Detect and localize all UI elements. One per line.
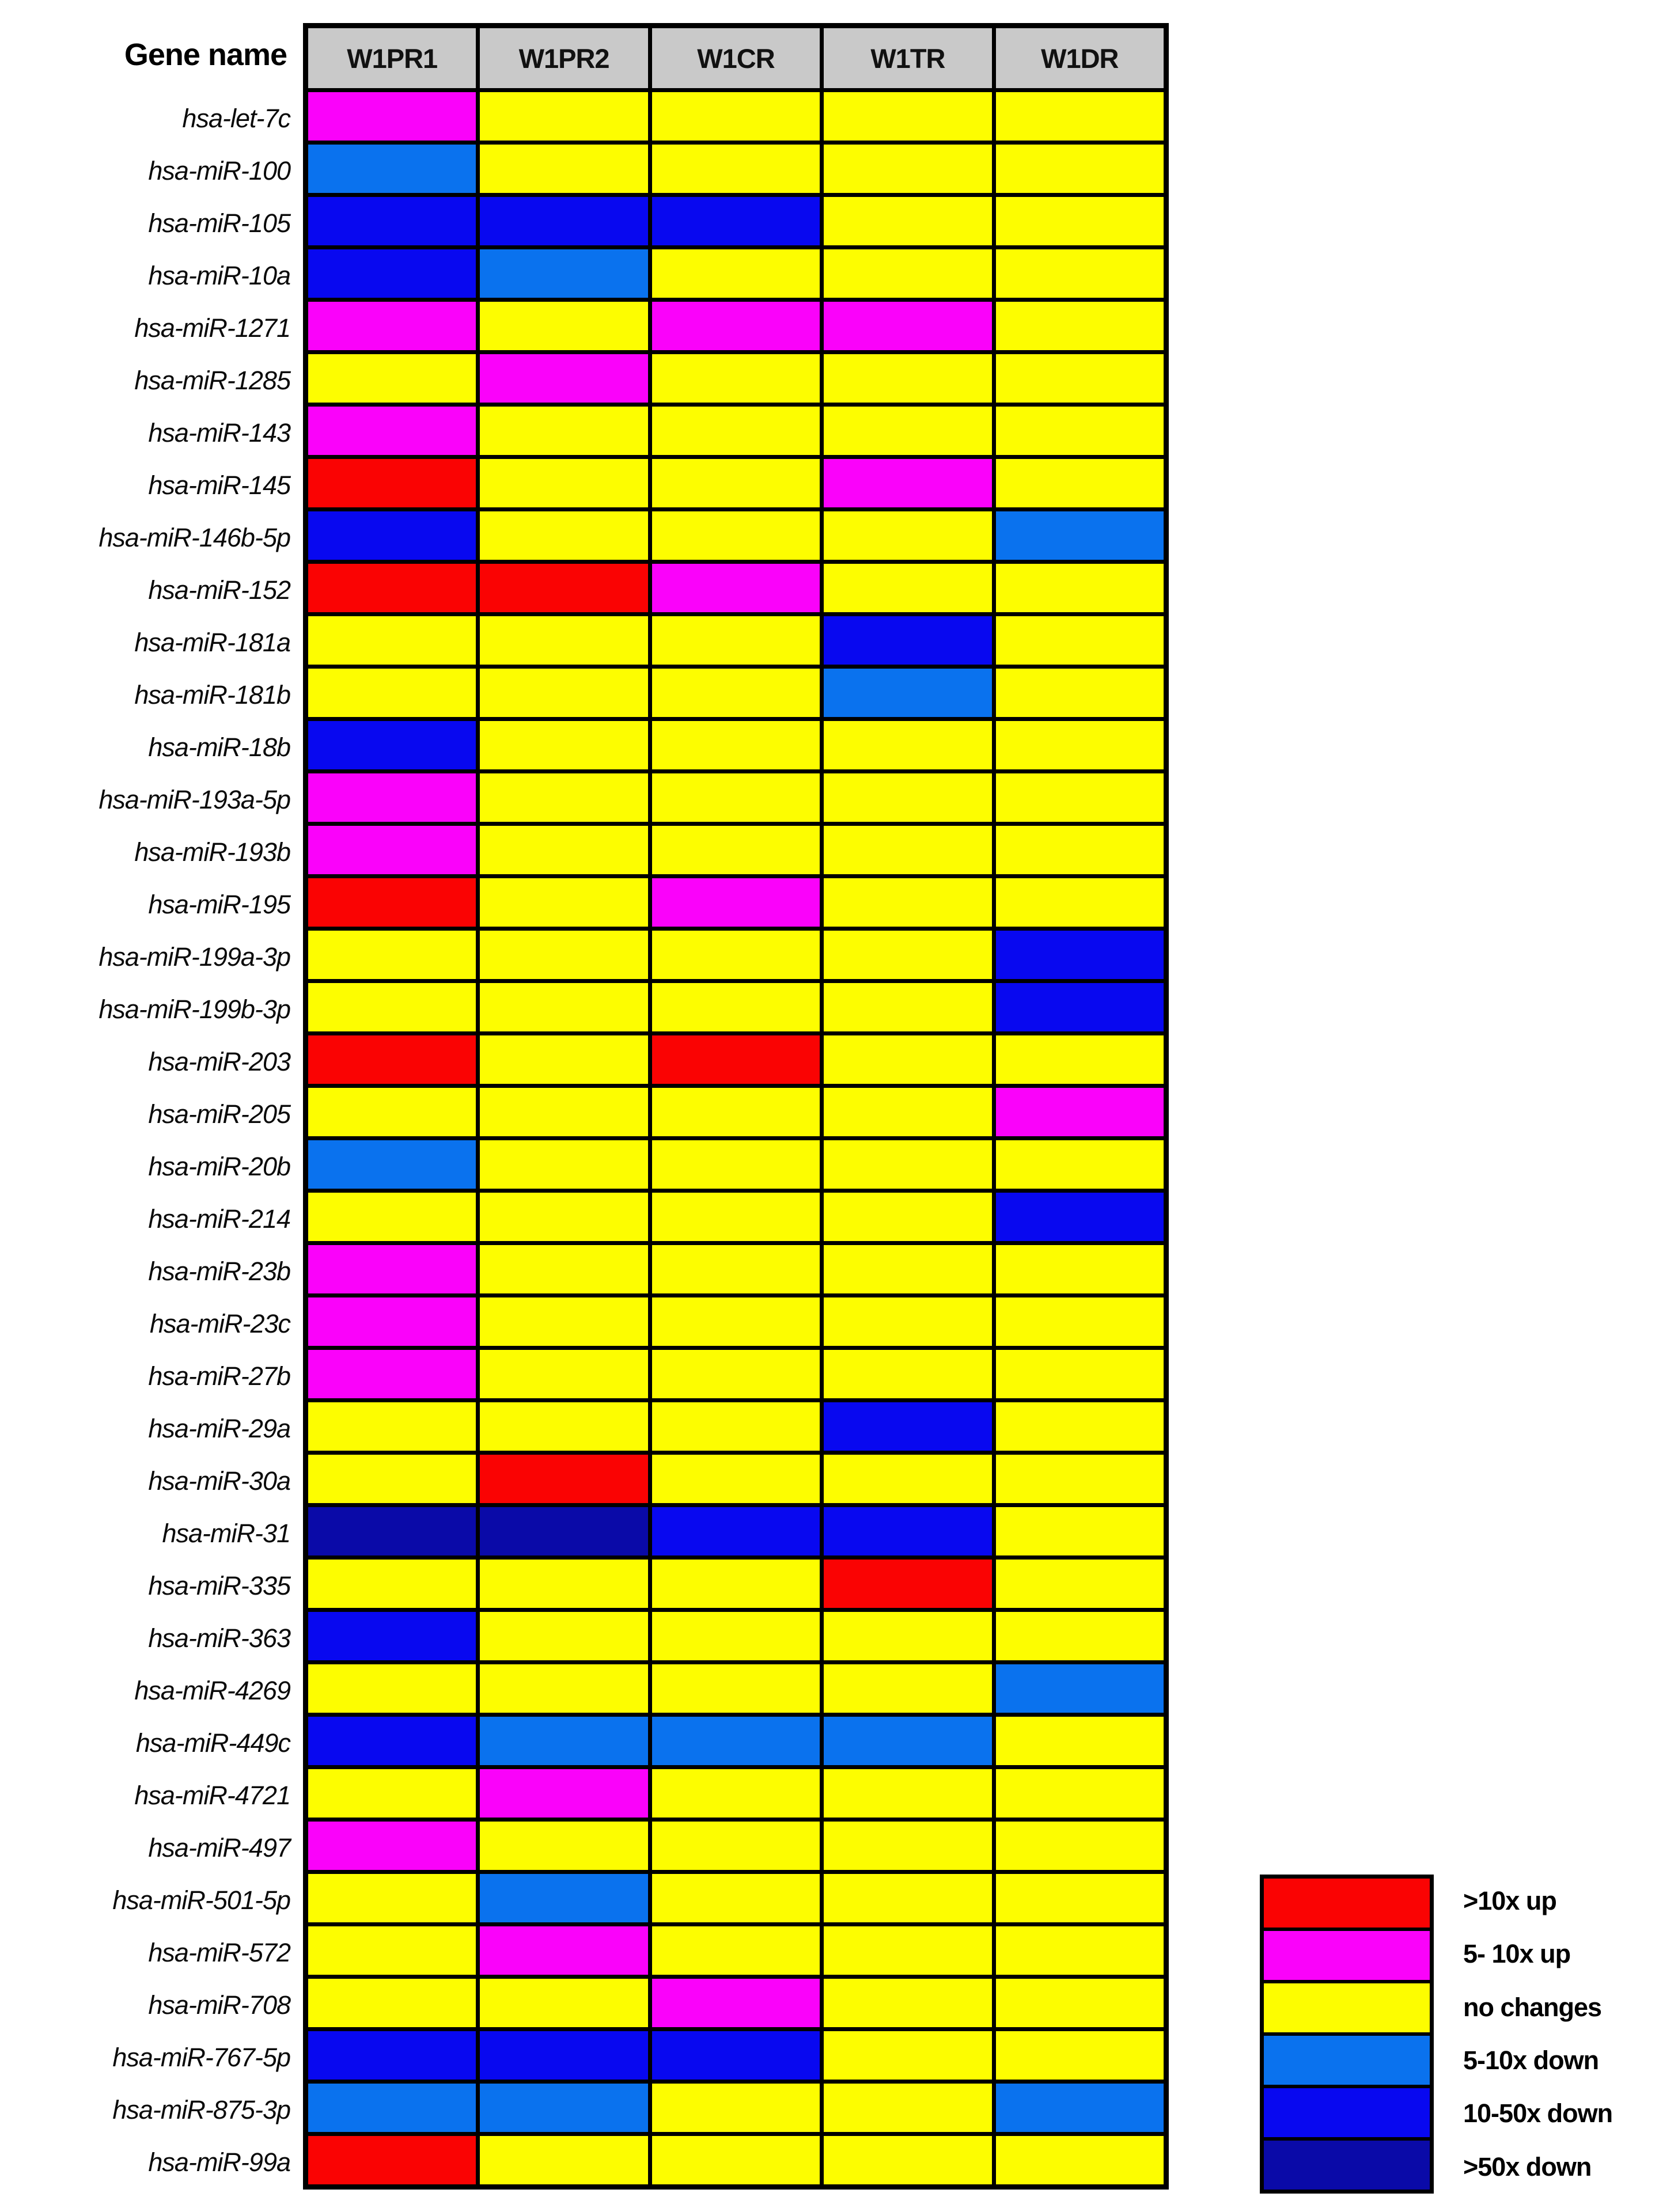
legend-label: >50x down [1463,2152,1592,2181]
legend-swatch [1264,2088,1430,2137]
heatmap-cell [652,2031,820,2080]
heatmap-cell [308,249,476,298]
heatmap-cell [652,1455,820,1503]
heatmap-cell [824,1140,991,1189]
gene-label: hsa-miR-193a-5p [99,785,290,814]
heatmap-cell [308,564,476,612]
heatmap-cell [824,1088,991,1136]
heatmap-cell [824,773,991,822]
gene-label: hsa-miR-708 [148,1990,290,2020]
heatmap-cell [308,1507,476,1555]
heatmap-cell [996,1507,1164,1555]
heatmap-cell [652,931,820,979]
heatmap-cell [824,302,991,350]
heatmap-cell [824,669,991,717]
legend-label: 5-10x down [1463,2046,1599,2076]
gene-label: hsa-miR-875-3p [112,2095,290,2124]
heatmap-cell [652,1402,820,1451]
gene-label: hsa-miR-10a [148,261,290,290]
heatmap-cell [480,878,647,927]
heatmap-cell [308,1088,476,1136]
gene-label: hsa-miR-105 [148,208,290,238]
heatmap-cell [308,1874,476,1922]
heatmap-cell [480,931,647,979]
heatmap-cell [480,1350,647,1398]
heatmap-cell [996,1664,1164,1713]
heatmap-cell [308,1612,476,1660]
heatmap-cell [308,1245,476,1293]
gene-label: hsa-miR-449c [135,1728,290,1758]
heatmap-cell [480,197,647,245]
heatmap-cell [308,407,476,455]
heatmap-cell [824,983,991,1031]
heatmap-cell [308,1140,476,1189]
heatmap-cell [480,92,647,141]
heatmap-cell [996,407,1164,455]
gene-label: hsa-miR-501-5p [112,1885,290,1915]
gene-label: hsa-miR-193b [134,837,290,867]
heatmap-cell [996,931,1164,979]
heatmap-cell [824,1350,991,1398]
heatmap-cell [308,302,476,350]
heatmap-cell [652,1560,820,1608]
heatmap-cell [480,1926,647,1975]
heatmap-cell [996,302,1164,350]
heatmap-cell [996,1350,1164,1398]
heatmap-cell [308,1560,476,1608]
gene-label: hsa-miR-146b-5p [99,523,290,552]
heatmap-cell [996,983,1164,1031]
heatmap-cell [824,511,991,560]
heatmap-cell [824,1455,991,1503]
legend-swatch [1264,1931,1430,1980]
legend-label: >10x up [1463,1886,1556,1916]
heatmap-cell [996,1297,1164,1346]
heatmap-cell [652,145,820,193]
heatmap-cell [996,1140,1164,1189]
heatmap-cell [652,1979,820,2027]
heatmap-cell [996,145,1164,193]
heatmap-cell [480,826,647,874]
column-header: W1CR [652,28,820,88]
gene-label: hsa-miR-20b [148,1152,290,1181]
heatmap-cell [824,931,991,979]
gene-label: hsa-miR-195 [148,890,290,919]
heatmap-cell [824,2084,991,2132]
heatmap-cell [824,1769,991,1818]
heatmap-cell [652,1717,820,1765]
heatmap-cell [652,1664,820,1713]
heatmap-cell [996,511,1164,560]
heatmap-cell [308,773,476,822]
heatmap-cell [824,1612,991,1660]
heatmap-table [303,23,1169,2190]
gene-label: hsa-miR-31 [162,1519,290,1548]
gene-label: hsa-miR-199b-3p [99,995,290,1024]
heatmap-cell [480,459,647,507]
heatmap-cell [480,145,647,193]
gene-label: hsa-miR-29a [148,1414,290,1443]
heatmap-cell [480,1455,647,1503]
heatmap-cell [308,197,476,245]
heatmap-cell [652,1297,820,1346]
heatmap-cell [480,1612,647,1660]
heatmap-cell [824,1717,991,1765]
heatmap-cell [308,1455,476,1503]
heatmap-cell [652,826,820,874]
heatmap-cell [824,616,991,665]
gene-label: hsa-miR-199a-3p [99,942,290,972]
heatmap-cell [996,1874,1164,1922]
heatmap-cell [308,2136,476,2184]
heatmap-cell [824,1979,991,2027]
heatmap-cell [824,1822,991,1870]
gene-label: hsa-miR-181a [134,628,290,657]
heatmap-cell [308,1350,476,1398]
gene-label: hsa-miR-23c [149,1309,290,1338]
heatmap-cell [996,1822,1164,1870]
heatmap-cell [308,931,476,979]
legend-label-column [1463,1875,1676,2194]
heatmap-cell [652,564,820,612]
heatmap-cell [308,669,476,717]
heatmap-cell [824,249,991,298]
heatmap-cell [652,1874,820,1922]
heatmap-cell [480,1297,647,1346]
heatmap-cell [824,92,991,141]
heatmap-cell [480,407,647,455]
heatmap-cell [308,1035,476,1084]
heatmap-cell [480,511,647,560]
heatmap-cell [480,1717,647,1765]
heatmap-cell [480,1769,647,1818]
heatmap-cell [480,1979,647,2027]
gene-label: hsa-miR-23b [148,1257,290,1286]
column-header: W1PR2 [480,28,647,88]
heatmap-cell [480,1088,647,1136]
heatmap-cell [308,983,476,1031]
heatmap-cell [996,354,1164,403]
gene-label: hsa-miR-1271 [134,313,290,343]
heatmap-cell [480,1402,647,1451]
heatmap-cell [652,983,820,1031]
heatmap-cell [480,1035,647,1084]
heatmap-cell [480,1193,647,1241]
heatmap-cell [824,459,991,507]
heatmap-cell [652,616,820,665]
heatmap-cell [824,1926,991,1975]
heatmap-cell [308,92,476,141]
gene-label: hsa-miR-497 [148,1833,290,1862]
heatmap-cell [996,1402,1164,1451]
legend-swatch-column [1260,1875,1434,2194]
legend-swatch [1264,2036,1430,2085]
heatmap-cell [824,1245,991,1293]
heatmap-cell [824,1507,991,1555]
heatmap-cell [308,1664,476,1713]
heatmap-cell [996,616,1164,665]
heatmap-cell [308,878,476,927]
heatmap-cell [824,2136,991,2184]
heatmap-cell [308,826,476,874]
gene-label: hsa-miR-4721 [134,1781,290,1810]
heatmap-cell [996,92,1164,141]
heatmap-cell [652,354,820,403]
heatmap-cell [824,407,991,455]
heatmap-cell [652,773,820,822]
heatmap-cell [480,1664,647,1713]
legend-label: no changes [1463,1992,1602,2022]
heatmap-cell [308,511,476,560]
heatmap-cell [480,354,647,403]
heatmap-cell [996,2136,1164,2184]
heatmap-cell [308,721,476,769]
heatmap-cell [652,878,820,927]
gene-label: hsa-miR-572 [148,1938,290,1967]
gene-label: hsa-miR-100 [148,156,290,185]
heatmap-cell [824,354,991,403]
heatmap-cell [996,1193,1164,1241]
gene-label: hsa-miR-767-5p [112,2043,290,2072]
gene-label: hsa-miR-143 [148,418,290,447]
heatmap-cell [480,2031,647,2080]
heatmap-cell [824,826,991,874]
legend-swatch [1264,1879,1430,1928]
heatmap-cell [480,249,647,298]
heatmap-cell [480,302,647,350]
heatmap-cell [652,302,820,350]
heatmap-cell [996,1245,1164,1293]
heatmap-cell [996,1717,1164,1765]
heatmap-cell [996,459,1164,507]
heatmap-cell [824,1402,991,1451]
heatmap-cell [652,669,820,717]
heatmap-cell [652,1140,820,1189]
column-header: W1TR [824,28,991,88]
heatmap-cell [652,1507,820,1555]
heatmap-cell [824,1193,991,1241]
heatmap-cell [996,773,1164,822]
gene-label: hsa-miR-1285 [134,366,290,395]
gene-label: hsa-miR-18b [148,733,290,762]
heatmap-cell [652,1088,820,1136]
heatmap-cell [824,197,991,245]
heatmap-cell [996,197,1164,245]
heatmap-cell [996,564,1164,612]
gene-label: hsa-miR-27b [148,1361,290,1391]
heatmap-cell [996,1769,1164,1818]
heatmap-cell [480,669,647,717]
heatmap-cell [824,564,991,612]
heatmap-cell [308,1297,476,1346]
heatmap-cell [824,1297,991,1346]
heatmap-cell [652,1350,820,1398]
heatmap-cell [996,669,1164,717]
legend-label: 10-50x down [1463,2099,1613,2128]
heatmap-cell [480,1245,647,1293]
heatmap-cell [824,145,991,193]
heatmap-cell [308,1979,476,2027]
heatmap-cell [480,721,647,769]
heatmap-cell [996,1455,1164,1503]
gene-label: hsa-let-7c [182,104,290,133]
gene-label: hsa-miR-4269 [134,1676,290,1705]
heatmap-cell [308,145,476,193]
column-header: W1DR [996,28,1164,88]
gene-label: hsa-miR-181b [134,680,290,709]
heatmap-cell [996,1979,1164,2027]
gene-label: hsa-miR-145 [148,471,290,500]
gene-name-column [0,92,290,2188]
heatmap-cell [480,2084,647,2132]
heatmap-cell [996,1088,1164,1136]
gene-label: hsa-miR-152 [148,575,290,605]
heatmap-cell [652,1612,820,1660]
heatmap-cell [652,1926,820,1975]
heatmap-cell [308,616,476,665]
heatmap-cell [824,2031,991,2080]
legend-label: 5- 10x up [1463,1939,1571,1969]
heatmap-cell [996,721,1164,769]
heatmap-cell [308,1717,476,1765]
heatmap-cell [824,1560,991,1608]
heatmap-cell [996,249,1164,298]
gene-label: hsa-miR-214 [148,1204,290,1234]
gene-label: hsa-miR-30a [148,1466,290,1496]
heatmap-cell [480,983,647,1031]
heatmap-cell [308,2031,476,2080]
heatmap-cell [996,1560,1164,1608]
heatmap-cell [308,1402,476,1451]
gene-label: hsa-miR-203 [148,1047,290,1076]
heatmap-cell [824,721,991,769]
heatmap-cell [652,1822,820,1870]
heatmap-cell [480,773,647,822]
heatmap-cell [308,354,476,403]
heatmap-cell [996,2084,1164,2132]
heatmap-cell [480,1140,647,1189]
heatmap-cell [652,407,820,455]
heatmap-cell [652,1769,820,1818]
gene-label: hsa-miR-99a [148,2148,290,2177]
heatmap-cell [996,1926,1164,1975]
heatmap-cell [308,1822,476,1870]
legend-swatch [1264,1983,1430,2032]
heatmap-cell [652,721,820,769]
heatmap-cell [652,1035,820,1084]
heatmap-cell [652,1245,820,1293]
heatmap-cell [652,92,820,141]
heatmap-cell [480,564,647,612]
heatmap-cell [308,1769,476,1818]
heatmap-cell [308,1193,476,1241]
heatmap-cell [652,249,820,298]
heatmap-cell [996,2031,1164,2080]
heatmap-cell [996,826,1164,874]
heatmap-cell [996,1035,1164,1084]
heatmap-cell [480,616,647,665]
heatmap-cell [824,878,991,927]
heatmap-cell [480,1560,647,1608]
heatmap-cell [652,2136,820,2184]
heatmap-cell [652,197,820,245]
heatmap-cell [652,1193,820,1241]
heatmap-cell [308,459,476,507]
heatmap-cell [480,2136,647,2184]
heatmap-cell [824,1035,991,1084]
heatmap-cell [652,511,820,560]
legend-swatch [1264,2141,1430,2190]
gene-label: hsa-miR-335 [148,1571,290,1600]
heatmap-cell [308,2084,476,2132]
heatmap-cell [480,1507,647,1555]
heatmap-cell [652,459,820,507]
heatmap-cell [480,1874,647,1922]
column-header: W1PR1 [308,28,476,88]
gene-label: hsa-miR-363 [148,1623,290,1653]
heatmap-cell [480,1822,647,1870]
gene-name-column-header: Gene name [124,37,287,72]
heatmap-cell [652,2084,820,2132]
heatmap-cell [824,1664,991,1713]
heatmap-cell [824,1874,991,1922]
heatmap-cell [996,878,1164,927]
heatmap-cell [308,1926,476,1975]
gene-label: hsa-miR-205 [148,1099,290,1129]
heatmap-cell [996,1612,1164,1660]
